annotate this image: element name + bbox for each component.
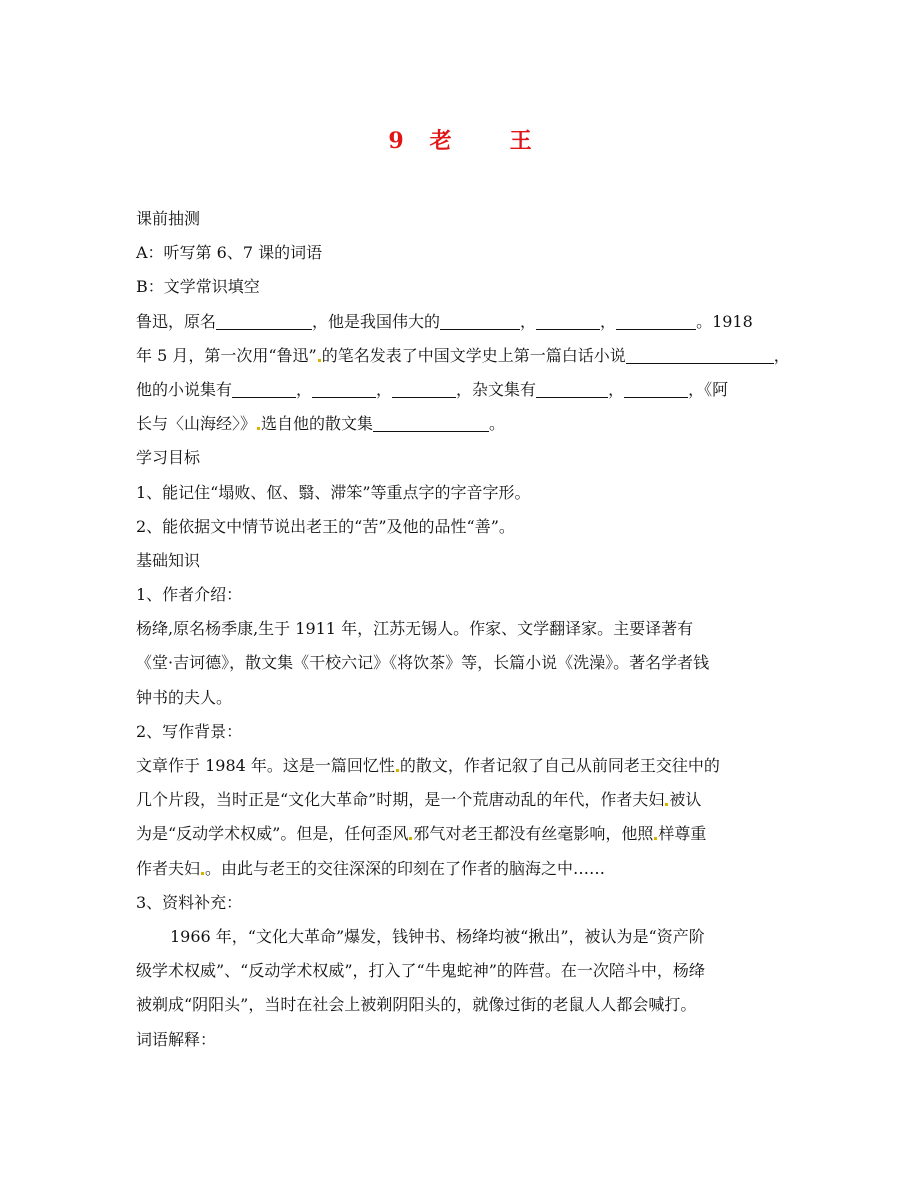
blank-field [216,311,312,330]
author-paragraph-line: 杨绛,原名杨季康,生于 1911 年，江苏无锡人。作家、文学翻译家。主要译著有 [136,619,694,639]
mark-dot [396,769,399,772]
fill-line-1: 鲁迅，原名 ，他是我国伟大的 ， ， 。1918 [136,311,753,331]
background-paragraph-line: 为是“反动学术权威”。但是，任何歪风 邪气对老王都没有丝毫影响，他照 样尊重 [136,824,707,844]
title-char-2: 王 [509,128,532,154]
title-char-1: 老 [429,128,452,154]
goal-item-1: 1、能记住“塌败、伛、翳、滞笨”等重点字的字音字形。 [136,482,531,502]
task-a: A：听写第 6、7 课的词语 [136,243,323,263]
author-paragraph-line: 《堂·吉诃德》，散文集《干校六记》《将饮茶》等，长篇小说《洗澡》。著名学者钱 [136,653,710,673]
page-title [0,124,920,155]
mark-dot [201,872,204,875]
background-paragraph-line: 作者夫妇 。由此与老王的交往深深的印刻在了作者的脑海之中…… [136,858,606,878]
blank-field [536,311,600,330]
section-heading-goals: 学习目标 [136,448,201,468]
subheading-supplement: 3、资料补充： [136,892,243,912]
task-b: B：文学常识填空 [136,277,260,297]
author-paragraph-line: 钟书的夫人。 [136,687,233,707]
fill-line-4: 长与〈山海经〉》 选自他的散文集 。 [136,414,506,434]
mark-dot [654,837,657,840]
subheading-background: 2、写作背景： [136,721,243,741]
section-heading-basics: 基础知识 [136,550,201,570]
lesson-number: 9 [388,128,404,154]
blank-field [312,379,376,398]
mark-dot [318,359,321,362]
supplement-paragraph-line: 被剃成“阴阳头”，当时在社会上被剃阴阳头的，就像过街的老鼠人人都会喊打。 [136,995,697,1015]
mark-dot [257,427,260,430]
blank-field [616,311,696,330]
supplement-paragraph-line: 级学术权威”、“反动学术权威”，打入了“牛鬼蛇神”的阵营。在一次陪斗中，杨绛 [136,961,705,981]
fill-line-2: 年 5 月，第一次用“鲁迅” 的笔名发表了中国文学史上第一篇白话小说 ， [136,345,790,365]
blank-field [232,379,296,398]
background-paragraph-line: 文章作于 1984 年。这是一篇回忆性 的散文，作者记叙了自己从前同老王交往中的 [136,756,720,775]
blank-field [373,413,489,432]
subheading-author: 1、作者介绍： [136,585,243,605]
subheading-vocabulary: 词语解释： [136,1029,217,1049]
blank-field [626,345,774,364]
mark-dot [665,803,668,806]
blank-field [440,311,520,330]
blank-field [624,379,688,398]
blank-field [536,379,608,398]
mark-dot [409,837,412,840]
section-heading-pretest: 课前抽测 [136,209,201,228]
goal-item-2: 2、能依据文中情节说出老王的“苦”及他的品性“善”。 [136,516,515,536]
background-paragraph-line: 几个片段，当时正是“文化大革命”时期，是一个荒唐动乱的年代，作者夫妇 被认 [136,790,702,810]
fill-line-3: 他的小说集有 ， ， ，杂文集有 ， ，《阿 [136,379,729,399]
blank-field [392,379,456,398]
supplement-paragraph-line: 1966 年，“文化大革命”爆发，钱钟书、杨绛均被“揪出”，被认为是“资产阶 [170,926,705,946]
document-body [136,202,790,1057]
